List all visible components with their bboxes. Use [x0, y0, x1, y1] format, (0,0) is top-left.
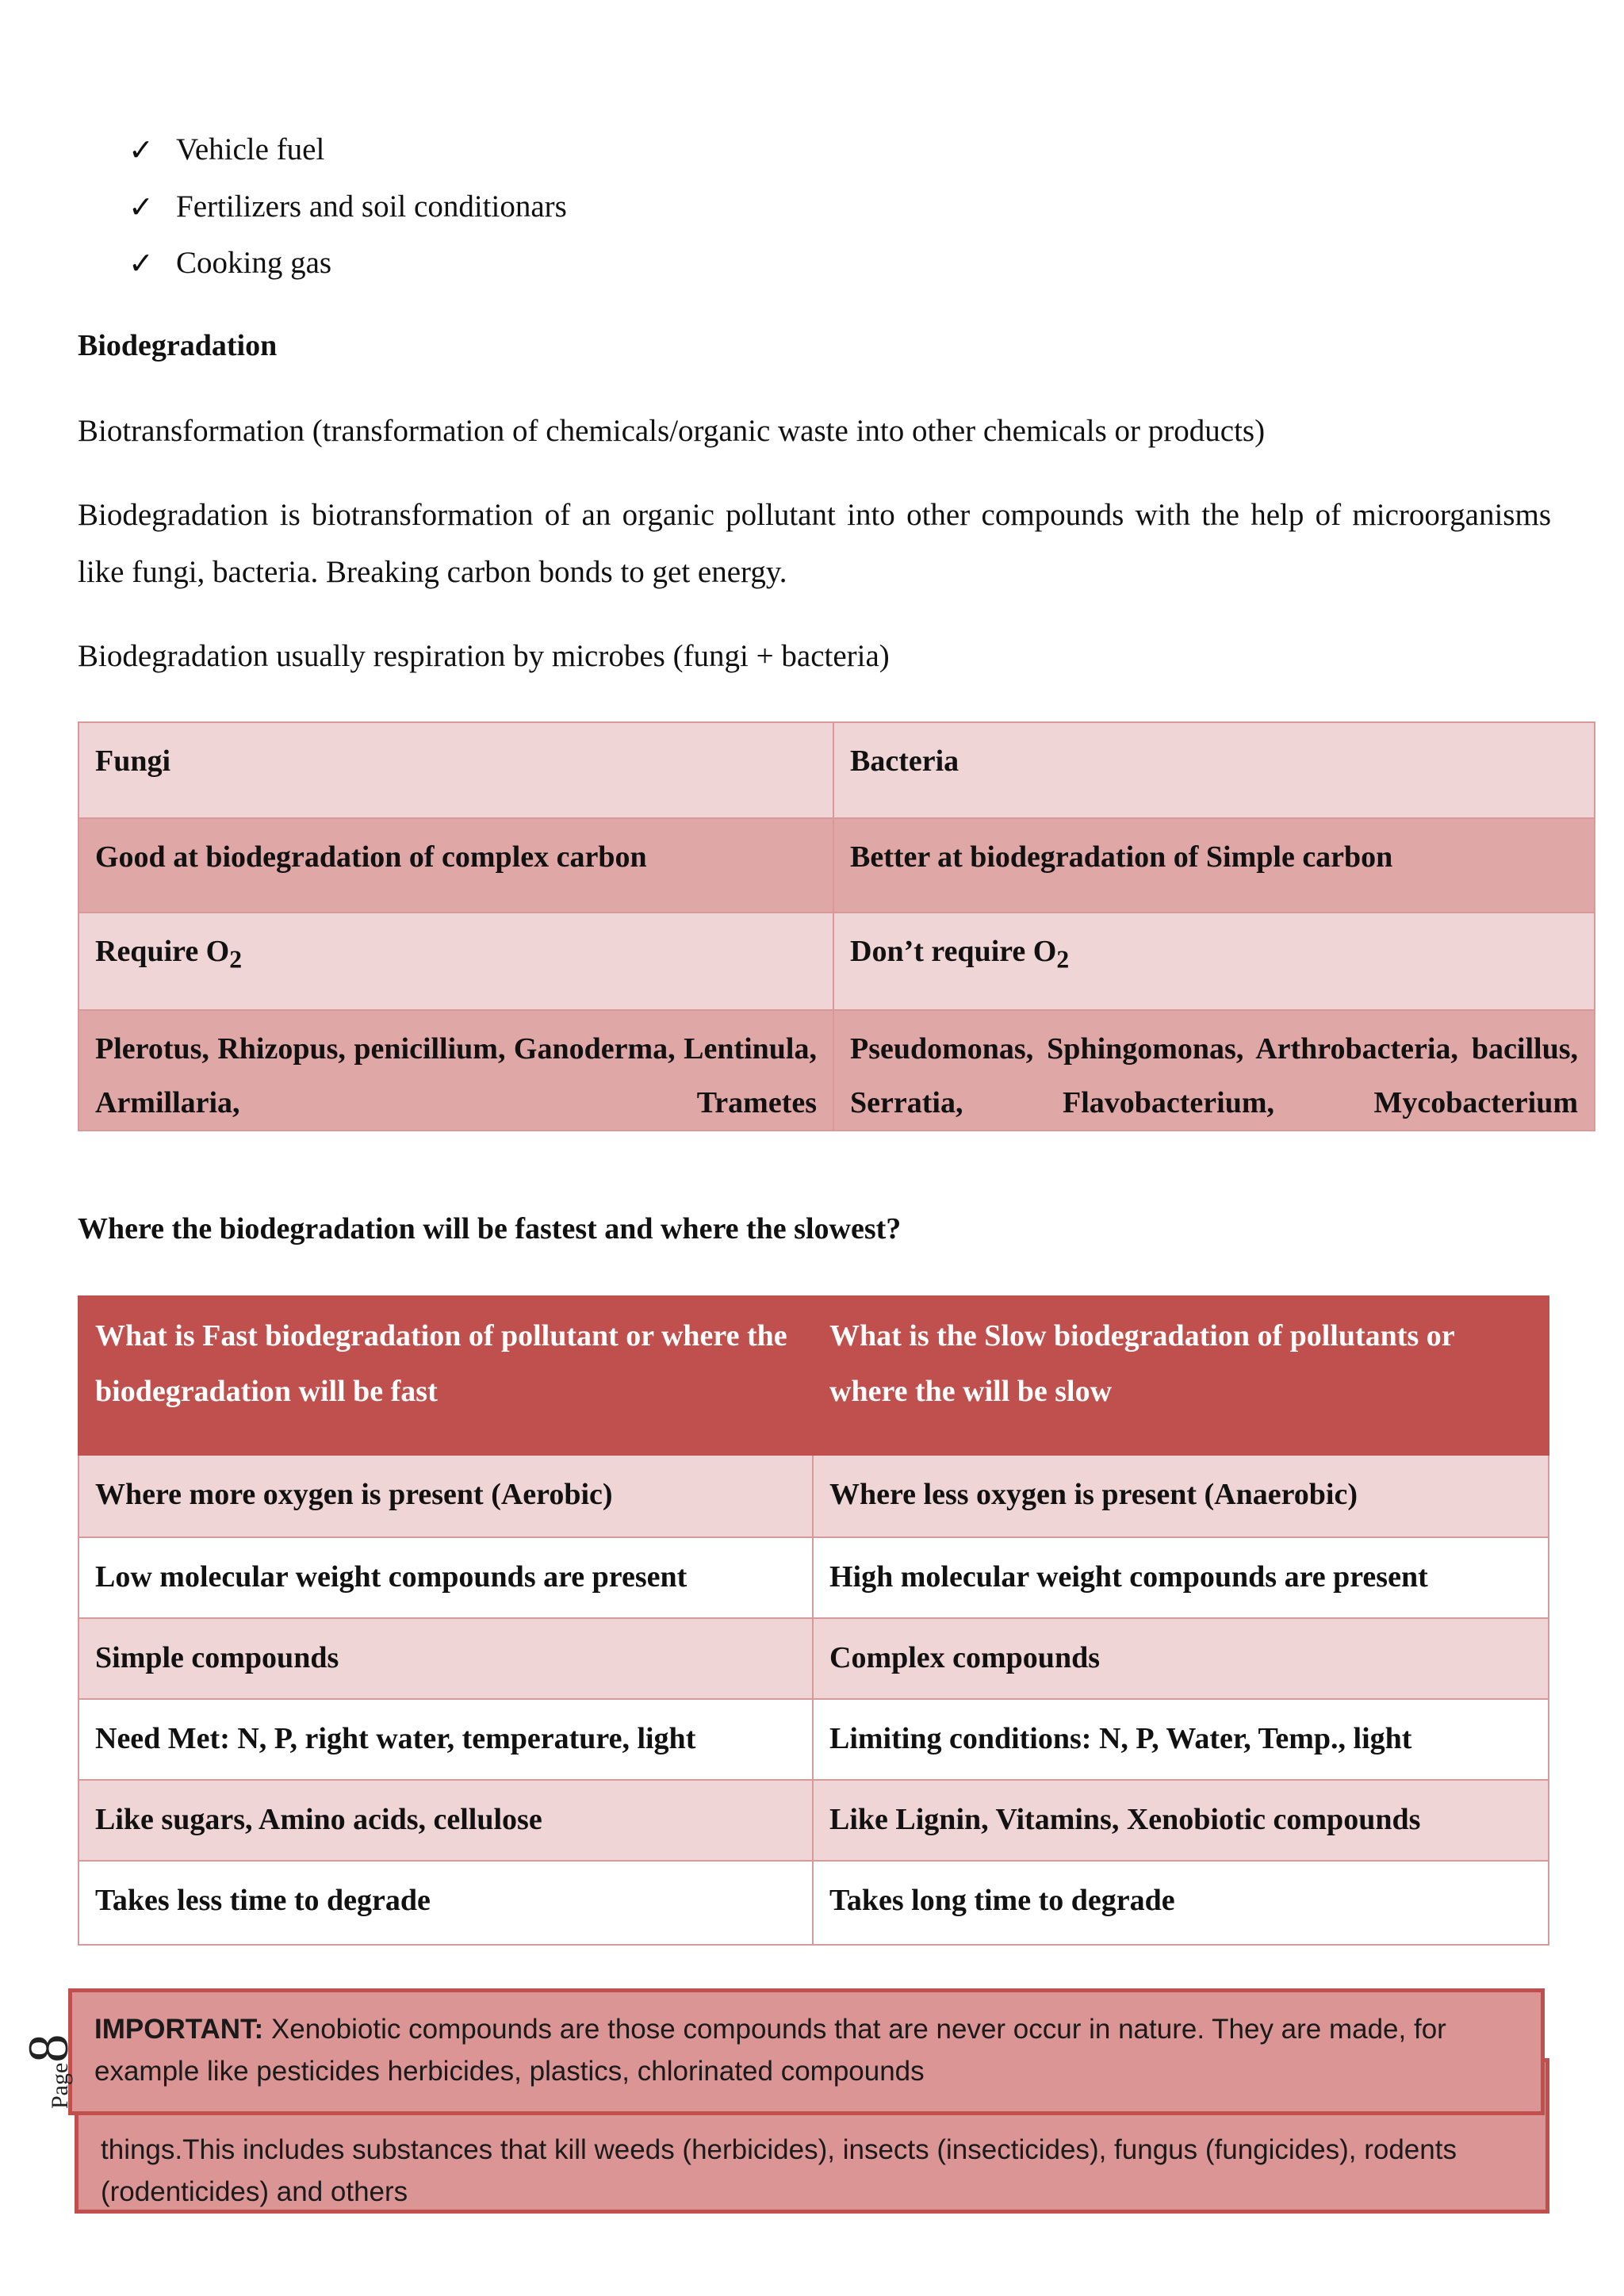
- callout-label: IMPORTANT:: [94, 2014, 264, 2045]
- table-cell: Takes less time to degrade: [79, 1861, 813, 1945]
- list-item: [128, 132, 324, 168]
- table-cell: [833, 913, 1595, 1010]
- callout-text: Xenobiotic compounds are those compounds that are never occur in nature. They are made, for example like pesticides herbicides, plastics, chlorinated compounds: [94, 2014, 1446, 2087]
- paragraph-biotransformation: Biotransformation (transformation of chemicals/organic waste into other chemicals or products): [78, 414, 1266, 448]
- table-row: [79, 818, 1595, 913]
- page-word: Page: [47, 2062, 73, 2109]
- table-cell: Plerotus, Rhizopus, penicillium, Ganoderma, Lentinula, Armillaria, Trametes: [79, 1010, 833, 1131]
- table-header-row: [79, 1296, 1549, 1455]
- list-item-text: Fertilizers and soil conditionars: [176, 189, 567, 224]
- table-row: [79, 1537, 1549, 1618]
- paragraph-respiration: Biodegradation usually respiration by microbes (fungi + bacteria): [78, 639, 890, 673]
- table-cell: [79, 913, 833, 1010]
- list-item-text: Vehicle fuel: [176, 132, 325, 166]
- cell-text: Require O: [95, 935, 230, 968]
- table-cell: Limiting conditions: N, P, Water, Temp., light: [813, 1699, 1549, 1780]
- table-cell: Where more oxygen is present (Aerobic): [79, 1455, 813, 1537]
- table-row: [79, 1699, 1549, 1780]
- table-cell: Where less oxygen is present (Anaerobic): [813, 1455, 1549, 1537]
- table-cell: Simple compounds: [79, 1618, 813, 1699]
- table-cell: Low molecular weight compounds are present: [79, 1537, 813, 1618]
- table-row: [79, 1780, 1549, 1861]
- table-row: [79, 1010, 1595, 1131]
- table-header-cell: What is Fast biodegradation of pollutant or where the biodegradation will be fast: [79, 1296, 813, 1455]
- table-cell: Like Lignin, Vitamins, Xenobiotic compounds: [813, 1780, 1549, 1861]
- list-item: [128, 245, 331, 281]
- table-row: [79, 722, 1595, 818]
- biodegradation-speed-table: [78, 1295, 1549, 1946]
- page-number-label: [16, 2030, 87, 2109]
- section-title: Biodegradation: [78, 329, 278, 362]
- paragraph-definition: Biodegradation is biotransformation of an organic pollutant into other compounds with the help of microorganisms like fungi, bacteria. Breaking carbon bonds to get energy.: [78, 498, 1551, 589]
- table-row: [79, 913, 1595, 1010]
- table-cell: Like sugars, Amino acids, cellulose: [79, 1780, 813, 1861]
- table-cell: Pseudomonas, Sphingomonas, Arthrobacteria, bacillus, Serratia, Flavobacterium, Mycobacterium: [833, 1010, 1595, 1131]
- page-number: 8: [17, 2034, 80, 2063]
- subscript: 2: [1056, 945, 1070, 974]
- table-cell: Better at biodegradation of Simple carbon: [833, 818, 1595, 913]
- table-row: [79, 1455, 1549, 1537]
- list-item: [128, 189, 567, 225]
- table-cell: High molecular weight compounds are present: [813, 1537, 1549, 1618]
- table-header-cell: What is the Slow biodegradation of pollutants or where the will be slow: [813, 1296, 1549, 1455]
- table-cell: Complex compounds: [813, 1618, 1549, 1699]
- question-heading: Where the biodegradation will be fastest and where the slowest?: [78, 1212, 902, 1246]
- callout-important-box: [68, 1988, 1545, 2115]
- list-item-text: Cooking gas: [176, 246, 332, 280]
- table-header-cell: Fungi: [79, 722, 833, 818]
- checkmark-icon: ✓: [128, 189, 154, 224]
- checkmark-icon: ✓: [128, 246, 154, 281]
- subscript: 2: [229, 945, 243, 974]
- table-cell: Takes long time to degrade: [813, 1861, 1549, 1945]
- table-row: [79, 1861, 1549, 1945]
- cell-text: Don’t require O: [850, 935, 1057, 968]
- callout-continuation-text: things.This includes substances that kill weeds (herbicides), insects (insecticides), fungus (fungicides), rodents (rodenticides) and others: [101, 2134, 1457, 2207]
- table-cell: Need Met: N, P, right water, temperature, light: [79, 1699, 813, 1780]
- table-header-cell: Bacteria: [833, 722, 1595, 818]
- table-row: [79, 1618, 1549, 1699]
- fungi-bacteria-table: [78, 721, 1595, 1131]
- table-cell: Good at biodegradation of complex carbon: [79, 818, 833, 913]
- checkmark-icon: ✓: [128, 132, 154, 167]
